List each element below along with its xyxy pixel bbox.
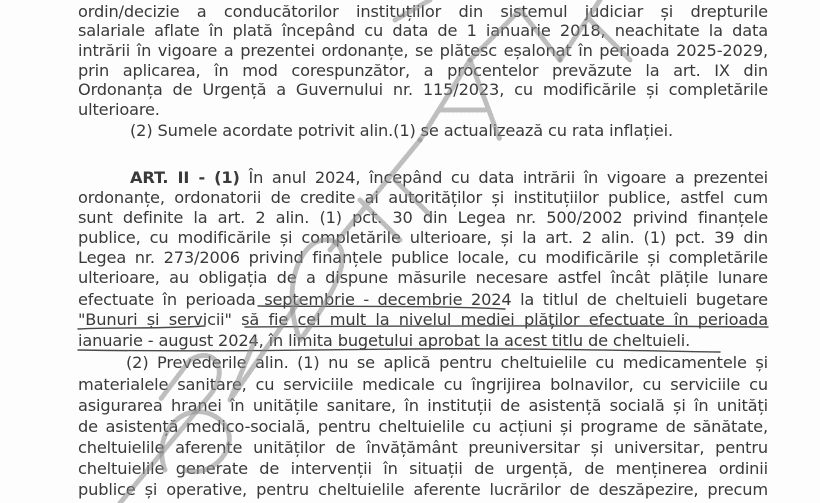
text-line: ulterioare. [78, 100, 160, 119]
underlined-text-line: ianuarie - august 2024, în limita bugetului aprobat la acest titlu de cheltuieli. [78, 331, 691, 350]
text-line: materialele sanitare, cu serviciile medicale cu îngrijirea bolnavilor, cu serviciile cu [78, 375, 768, 394]
text-line: cheltuielile aferente unităților de învățământ preuniversitar și universitar, pentru [78, 438, 768, 457]
art1-paragraph-2 [130, 121, 768, 141]
text-line: cheltuielile generate de intervenții în situații de urgență, de menținerea ordinii [78, 459, 768, 478]
text-line: asigurarea hranei în unitățile sanitare, în instituții de asistență socială și în unități [78, 396, 768, 415]
paragraph-text: În anul 2024, începând cu data intrării în vigoare a prezentei [248, 168, 768, 187]
text-line: sunt definite la art. 2 alin. (1) pct. 30 din Legea nr. 500/2002 privind finanțele [78, 208, 768, 227]
text-line: salariale aflate în plată începând cu data de 1 ianuarie 2018, neachitate la data [78, 21, 768, 40]
text-segment: la titlul de cheltuieli bugetare [511, 290, 768, 309]
text-line: intrării în vigoare a prezentei ordonanțe, se plătesc eșalonat în perioada 2025-2029, [78, 41, 768, 60]
text-line: ulterioare, au obligația de a dispune măsurile necesare astfel încât plățile lunare [78, 268, 768, 287]
underlined-text-line: "Bunuri și servicii" să fie cel mult la nivelul mediei plăților efectuate în perioada [78, 310, 768, 329]
text-line: publice, cu modificările și completările ulterioare, și la art. 2 alin. (1) pct. 39 din [78, 228, 768, 247]
paragraph-text: Prevederile alin. (1) nu se aplică pentru cheltuielile cu medicamentele și [157, 353, 768, 372]
text-line: ordin/decizie a conducătorilor instituțiilor din sistemul judiciar și drepturile [78, 2, 768, 21]
text-line: prin aplicarea, în mod corespunzător, a procentelor prevăzute la art. IX din [78, 61, 768, 80]
paragraph-number: (2) [130, 121, 153, 140]
text-segment: efectuate în perioada [78, 290, 265, 309]
text-line: ordonanțe, ordonatorii de credite ai autorităților și instituțiilor publice, astfel cum [78, 188, 768, 207]
art2-heading-line [130, 168, 768, 188]
text-line: Ordonanța de Urgență a Guvernului nr. 115/2023, cu modificările și completările [78, 80, 768, 99]
underlined-text-line [78, 290, 768, 310]
underlined-segment: septembrie - decembrie 2024 [264, 290, 512, 309]
paragraph-text: Sumele acordate potrivit alin.(1) se actualizează cu rata inflației. [157, 121, 673, 140]
text-line: Legea nr. 273/2006 privind finanțele publice locale, cu modificările și completările [78, 248, 768, 267]
article-heading: ART. II [130, 168, 190, 187]
art2-paragraph-2-first-line [126, 353, 768, 373]
paragraph-number: (2) [126, 353, 149, 372]
paragraph-number: (1) [214, 168, 240, 187]
text-line: publice și operative, pentru cheltuielile aferente lucrărilor de deszăpezire, precum [78, 480, 768, 499]
article-dash: - [189, 168, 215, 187]
text-line: de asistență medico-socială, pentru cheltuielile cu acțiuni și programe de sănătate, [78, 417, 768, 436]
